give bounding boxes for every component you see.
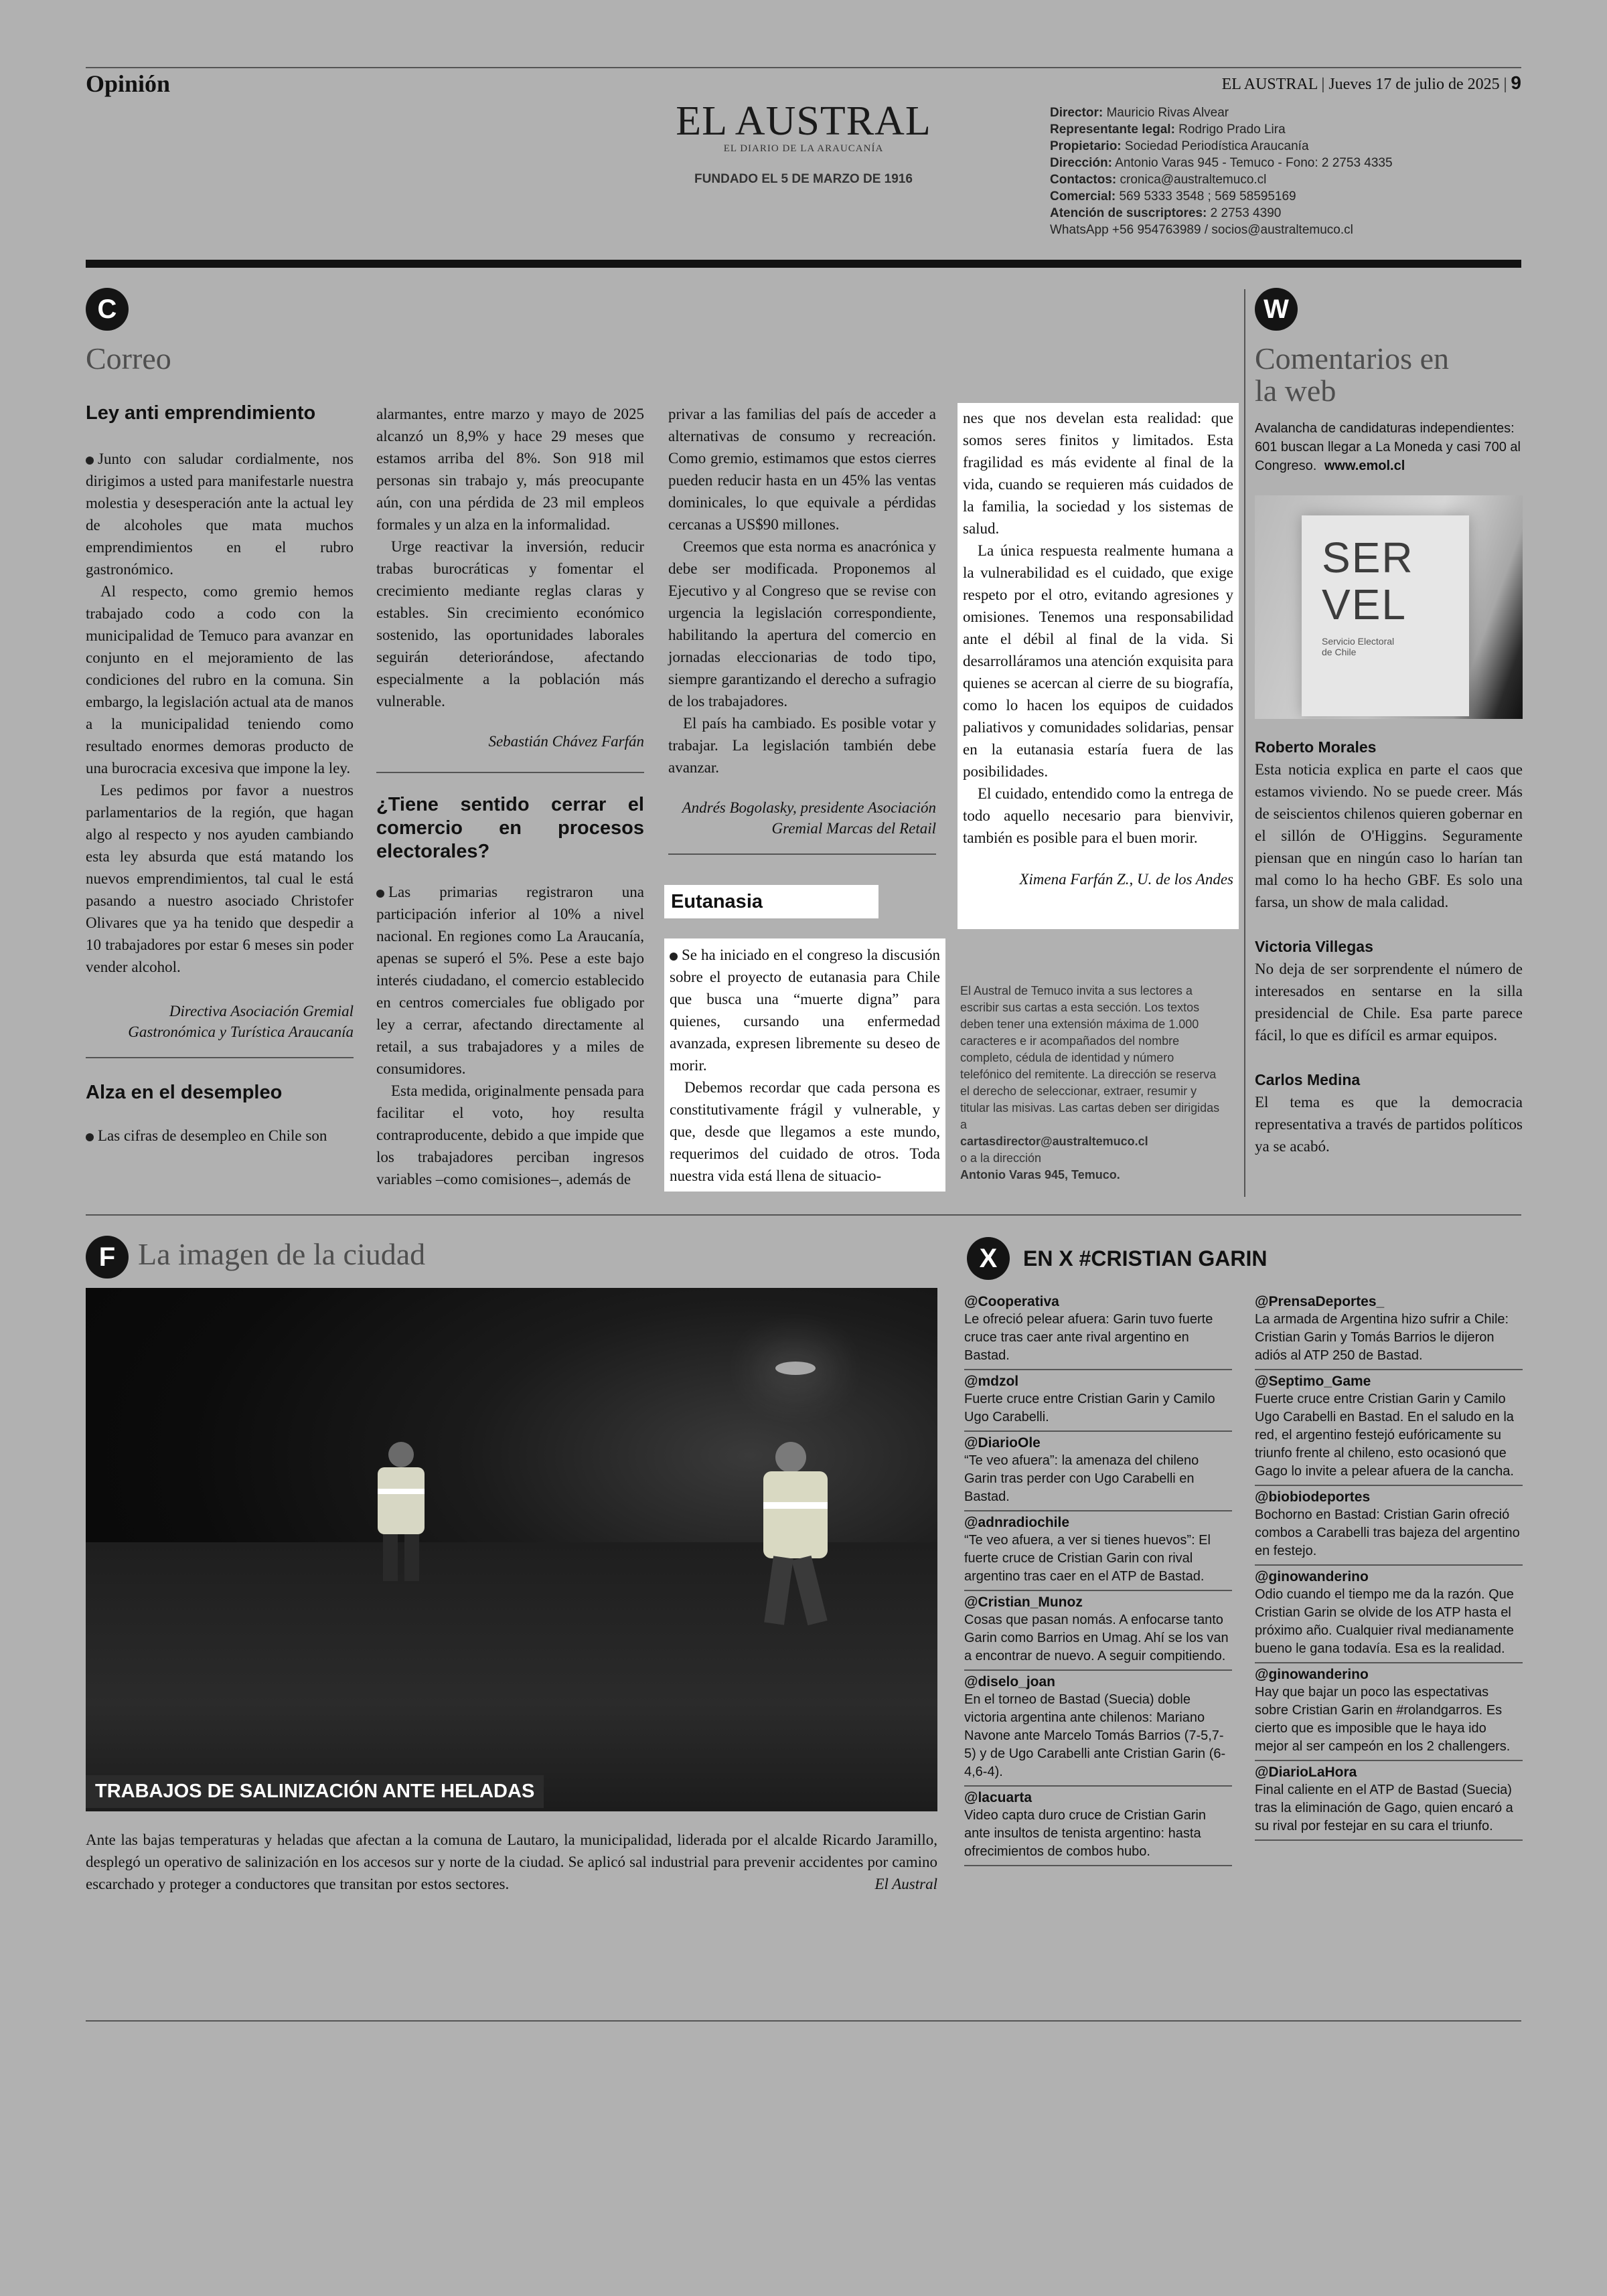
tweet [964, 1591, 1232, 1671]
tweet [1255, 1566, 1523, 1663]
correo-badge: C [86, 288, 129, 331]
credit-line [1050, 121, 1393, 138]
column-2 [376, 403, 644, 1190]
web-comment-author: Carlos Medina [1255, 1071, 1361, 1088]
credit-label: Dirección: [1050, 156, 1112, 170]
x-badge: X [967, 1237, 1010, 1280]
credit-value: Sociedad Periodística Araucanía [1121, 139, 1309, 153]
web-comment [1255, 1069, 1523, 1157]
tweet [1255, 1370, 1523, 1486]
web-comment-text: El tema es que la democracia representativa a través de partidos políticos ya se acabó. [1255, 1094, 1523, 1155]
city-photo [86, 1288, 937, 1811]
tweet-text: Fuerte cruce entre Cristian Garin y Camilo Ugo Carabelli en Bastad. En el saludo en la red, el argentino festejó eufóricamente su triunfo frente al chileno, esto ocasionó que Gago lo invite a pelear afuera de la cancha. [1255, 1392, 1514, 1479]
correo-title: Correo [86, 341, 171, 376]
x-right-column [1255, 1291, 1523, 1841]
tweet-text: Fuerte cruce entre Cristian Garin y Camilo Ugo Carabelli. [964, 1392, 1215, 1424]
servel-logo-line1: SER [1322, 534, 1414, 582]
letter3-p4: El país ha cambiado. Es posible votar y trabajar. La legislación también debe avanzar. [668, 715, 936, 776]
tweet-text: Odio cuando el tiempo me da la razón. Que Cristian Garin se olvide de los ATP hasta el próximo año. Cualquier rival medianamente bueno le gana todavía. Esa es la realidad. [1255, 1587, 1514, 1656]
city-credit: El Austral [874, 1876, 937, 1892]
tweet-user[interactable]: @DiarioLaHora [1255, 1765, 1357, 1780]
credits-box [1050, 104, 1393, 238]
notice-address: Antonio Varas 945, Temuco. [960, 1168, 1120, 1181]
credit-value: 569 5333 3548 ; 569 58595169 [1116, 189, 1296, 203]
tweet-user[interactable]: @ginowanderino [1255, 1569, 1369, 1584]
tweet-user[interactable]: @ginowanderino [1255, 1667, 1369, 1682]
tweet-user[interactable]: @biobiodeportes [1255, 1489, 1371, 1505]
street-lamp [775, 1362, 816, 1375]
letter2-signature: Sebastián Chávez Farfán [488, 733, 644, 750]
letter3-signature: Andrés Bogolasky, presidente Asociación Gremial Marcas del Retail [682, 799, 936, 837]
folio [1222, 72, 1521, 94]
web-site-link[interactable]: www.emol.cl [1324, 459, 1405, 473]
letter4-p2-start: Debemos recordar que cada persona es constitutivamente frágil y vulnerable, y que, desde que llegamos a este mundo, requerimos del cuidado de otros. Toda nuestra vida está llena de situacio- [670, 1079, 940, 1184]
x-title: EN X #CRISTIAN GARIN [1023, 1246, 1268, 1270]
web-comment-author: Victoria Villegas [1255, 938, 1373, 955]
credit-value: cronica@australtemuco.cl [1116, 173, 1267, 187]
letter2-p1-start: Las cifras de desempleo en Chile son [86, 1125, 354, 1147]
tweet [964, 1370, 1232, 1432]
letter4-p1: Se ha iniciado en el congreso la discusión sobre el proyecto de eutanasia para Chile que busca una “muerte digna” para quienes, cursando una enfermedad avanzada, expresen libremente su deseo de morir. [670, 947, 940, 1074]
notice-or: o a la dirección [960, 1151, 1042, 1165]
letter4-signature: Ximena Farfán Z., U. de los Andes [1019, 871, 1233, 888]
letter4-p2-cont: nes que nos develan esta realidad: que somos seres finitos y limitados. Esta fragilidad es más evidente al final de la vida, cuando se requieren más cuidados de la familia, la sociedad y los sistemas de salud. [963, 410, 1233, 537]
letter3-headline: ¿Tiene sentido cerrar el comercio en procesos electorales? [376, 794, 644, 862]
city-caption [86, 1829, 937, 1895]
credit-line [1050, 104, 1393, 121]
web-title: Comentarios en la web [1255, 341, 1449, 408]
letter1-p2: Al respecto, como gremio hemos trabajado codo a codo con la municipalidad de Temuco para avanzar en conjunto en el mejoramiento de las condiciones del rubro en la comuna. Sin embargo, la legislación actual ata de manos a la municipalidad teniendo como resultado enormes demoras producto de una burocracia excesiva que impone la ley. [86, 583, 354, 776]
web-comment [1255, 736, 1523, 913]
credit-line [1050, 222, 1393, 238]
tweet [1255, 1291, 1523, 1370]
credit-label: Representante legal: [1050, 122, 1175, 137]
tweet-user[interactable]: @lacuarta [964, 1790, 1032, 1805]
servel-caption: Servicio Electoral de Chile [1322, 636, 1395, 657]
letter3-p1: Las primarias registraron una participación inferior al 10% a nivel nacional. En regiones como La Araucanía, apenas se superó el 5%. Pese a este bajo interés ciudadano, el comercio establecido en centros comerciales fue obligado por ley a cerrar, afectando directamente al retail, a sus trabajadores y a miles de consumidores. [376, 884, 644, 1077]
photo-label: TRABAJOS DE SALINIZACIÓN ANTE HELADAS [86, 1775, 544, 1808]
letter4-headline: Eutanasia [671, 891, 763, 912]
tweet-text: Final caliente en el ATP de Bastad (Suecia) tras la eliminación de Gago, quien encaró a su rival por festejar en su cara el triunfo. [1255, 1783, 1513, 1833]
tweet [964, 1432, 1232, 1511]
notice-text: El Austral de Temuco invita a sus lectores a escribir sus cartas a esta sección. Los textos deben tener una extensión máxima de 1.000 caracteres e ir acompañados del nombre completo, cédula de identidad y número telefónico del remitente. La dirección se reserva el derecho de seleccionar, extraer, resumir y titular las misivas. Las cartas deben ser dirigidas a [960, 984, 1220, 1131]
tweet-user[interactable]: @mdzol [964, 1374, 1019, 1389]
tweet-text: En el torneo de Bastad (Suecia) doble victoria argentina ante chilenos: Mariano Navone ante Marcelo Tomás Barrios (7-5,7-5) y de Ugo Carabelli ante Cristian Garin (6-4,6-4). [964, 1692, 1226, 1779]
web-intro-text: Avalancha de candidaturas independientes: 601 buscan llegar a La Moneda y casi 700 al Congreso. [1255, 421, 1521, 473]
tweet [964, 1671, 1232, 1787]
credit-line [1050, 155, 1393, 171]
web-comment-text: Esta noticia explica en parte el caos que estamos viviendo. No se puede creer. Más de seiscientos chilenos quieren gobernar en el sillón de O'Higgins. Seguramente piensan que en ningún caso lo harían tan mal como lo ha hecho GBF. Es solo una farsa, un show de mala calidad. [1255, 761, 1523, 910]
bullet-icon [86, 1133, 94, 1141]
eutanasia-title-box [664, 885, 878, 918]
tweet [964, 1511, 1232, 1591]
eutanasia-col-a [664, 938, 945, 1192]
letter2-headline: Alza en el desempleo [86, 1082, 283, 1103]
masthead [670, 99, 937, 187]
web-comments [1255, 736, 1523, 1180]
tweet-text: Cosas que pasan nomás. A enfocarse tanto Garin como Barrios en Umag. Ahí se los van a encontrar de nuevo. A seguir compitiendo. [964, 1613, 1229, 1663]
credit-value: 2 2753 4390 [1207, 206, 1282, 220]
letter3-p2-cont: privar a las familias del país de acceder a alternativas de consumo y recreación. Como gremio, estimamos que estos cierres pueden reducir hasta en un 45% las ventas dominicales, lo que equivale a pérdidas cercanas a US$90 millones. [668, 406, 936, 533]
tweet-text: Le ofreció pelear afuera: Garin tuvo fuerte cruce tras caer ante rival argentino en Bastad. [964, 1312, 1213, 1363]
city-caption-text: Ante las bajas temperaturas y heladas que afectan a la comuna de Lautaro, la municipalidad, liderada por el alcalde Ricardo Jaramillo, desplegó un operativo de salinización en los accesos sur y norte de la ciudad. Se aplicó sal industrial para prevenir accidentes por camino escarchado y proteger a conductores que transitan por estos sectores. [86, 1831, 937, 1892]
page-number: 9 [1511, 72, 1521, 93]
web-comment-text: No deja de ser sorprendente el número de interesados en sentarse en la silla presidencial de Chile. Esa parte parece fácil, lo que es difícil es armar equipos. [1255, 961, 1523, 1044]
letter2-p1-cont: alarmantes, entre marzo y mayo de 2025 alcanzó un 8,9% y hace 29 meses que estamos arriba del 8%. Son 918 mil personas sin trabajo y, más preocupante aún, con una pérdida de 23 mil empleos formales y un alza en la informalidad. [376, 406, 644, 533]
column-1 [86, 402, 354, 1147]
letter3-p3: Creemos que esta norma es anacrónica y debe ser modificada. Proponemos al Ejecutivo y al Congreso que se revise con urgencia la legislación correspondiente, habilitando la apertura del comercio en jornadas eleccionarias de todo tipo, siempre garantizando el derecho a sufragio de los trabajadores. [668, 538, 936, 710]
tweet-user[interactable]: @Cooperativa [964, 1294, 1059, 1309]
credit-line [1050, 171, 1393, 188]
tweet [1255, 1663, 1523, 1761]
bullet-icon [86, 457, 94, 465]
tweet-text: Hay que bajar un poco las espectativas sobre Cristian Garin en #rolandgarros. Es cierto que es imposible que le haya ido mejor al ser campeón en los 2 challengers. [1255, 1685, 1511, 1754]
column-3 [668, 403, 936, 855]
tweet [1255, 1486, 1523, 1566]
tweet-user[interactable]: @PrensaDeportes_ [1255, 1294, 1385, 1309]
credit-value: Antonio Varas 945 - Temuco - Fono: 2 2753 4335 [1112, 156, 1393, 170]
tweet-user[interactable]: @Septimo_Game [1255, 1374, 1371, 1389]
worker-right [755, 1442, 836, 1629]
masthead-title: EL AUSTRAL [676, 98, 931, 144]
tweet-text: Bochorno en Bastad: Cristian Garin ofreció combos a Carabelli tras bajeza del argentino en festejo. [1255, 1507, 1520, 1558]
credit-label: Comercial: [1050, 189, 1116, 203]
notice-email: cartasdirector@australtemuco.cl [960, 1135, 1148, 1148]
servel-logo-line2: VEL [1322, 580, 1407, 629]
credit-value: WhatsApp +56 954763989 / socios@australtemuco.cl [1050, 223, 1353, 237]
letter2-p2: Urge reactivar la inversión, reducir trabas burocráticas y fomentar el crecimiento mediante reglas claras y estables. Sin crecimiento económico sostenido, las oportunidades laborales seguirán deteriorándose, afectando especialmente a la población más vulnerable. [376, 538, 644, 710]
credit-value: Mauricio Rivas Alvear [1103, 106, 1229, 120]
letter1-signature: Directiva Asociación Gremial Gastronómica y Turística Araucanía [128, 1003, 354, 1040]
tweet-text: La armada de Argentina hizo sufrir a Chile: Cristian Garin y Tomás Barrios le dijeron adiós al ATP 250 de Bastad. [1255, 1312, 1509, 1363]
tweet-user[interactable]: @DiarioOle [964, 1435, 1041, 1451]
worker-left [374, 1442, 427, 1576]
x-left-column [964, 1291, 1232, 1866]
credit-label: Director: [1050, 106, 1103, 120]
tweet-text: “Te veo afuera”: la amenaza del chileno Garin tras perder con Ugo Carabelli en Bastad. [964, 1453, 1199, 1504]
credit-label: Contactos: [1050, 173, 1117, 187]
tweet [1255, 1761, 1523, 1841]
city-badge: F [86, 1236, 129, 1279]
letter4-p4: El cuidado, entendido como la entrega de todo aquello necesario para bienvivir, también es posible para el buen morir. [963, 785, 1233, 846]
tweet-user[interactable]: @adnradiochile [964, 1515, 1070, 1530]
letter1-p1: Junto con saludar cordialmente, nos dirigimos a usted para manifestarle nuestra molestia y desesperación ante la actual ley de alcoholes que mata muchos emprendimientos en el rubro gastronómico. [86, 450, 354, 578]
credit-label: Propietario: [1050, 139, 1122, 153]
web-comment [1255, 936, 1523, 1046]
credit-value: Rodrigo Prado Lira [1174, 122, 1286, 137]
bullet-icon [376, 890, 384, 898]
tweet-user[interactable]: @Cristian_Munoz [964, 1594, 1083, 1610]
masthead-tagline: EL DIARIO DE LA ARAUCANÍA [723, 143, 884, 154]
letter1-p3: Les pedimos por favor a nuestros parlamentarios de la región, que hagan algo al respecto y nos ayuden cambiando esta ley absurda que está matando los nuevos emprendimientos, tal cual le está pasando a nuestro asociado Christofer Olivares que ya ha tenido que despedir a 10 trabajadores por estar 6 meses sin poder vender alcohol. [86, 782, 354, 975]
tweet-text: Video capta duro cruce de Cristian Garin ante insultos de tenista argentino: hasta ofrecimientos de combos hubo. [964, 1808, 1206, 1859]
eutanasia-col-b [958, 403, 1239, 929]
folio-text: EL AUSTRAL | Jueves 17 de julio de 2025 | [1221, 76, 1507, 93]
tweet-user[interactable]: @diselo_joan [964, 1674, 1056, 1690]
section-label: Opinión [86, 70, 171, 97]
bullet-icon [670, 953, 678, 961]
web-photo [1255, 495, 1523, 719]
letters-notice [960, 983, 1228, 1183]
tweet-text: “Te veo afuera, a ver si tienes huevos”: El fuerte cruce de Cristian Garin con rival argentino tras caer en el ATP de Bastad. [964, 1533, 1211, 1584]
letter3-p2-start: Esta medida, originalmente pensada para facilitar el voto, hoy resulta contraproducente, debido a que impide que los trabajadores perciban ingresos variables –como comisiones–, además de [376, 1082, 644, 1187]
credit-line [1050, 188, 1393, 205]
letter4-p3: La única respuesta realmente humana a la vulnerabilidad es el cuidado, que exige respeto por el otro, evitando agresiones y omisiones. Tenemos una responsabilidad ante el débil al final de la vida. Si desarrolláramos una atención exquisita para quienes se acercan al cierre de su biografía, como lo hacen los equipos de cuidados paliativos y comunidades solidarias, pensar en la eutanasia estaría fuera de las posibilidades. [963, 542, 1233, 780]
founded-line: FUNDADO EL 5 DE MARZO DE 1916 [694, 172, 913, 186]
credit-line [1050, 138, 1393, 155]
credit-line [1050, 205, 1393, 222]
city-title: La imagen de la ciudad [138, 1237, 426, 1271]
tweet [964, 1787, 1232, 1866]
letter1-headline: Ley anti emprendimiento [86, 402, 316, 424]
web-comment-author: Roberto Morales [1255, 738, 1377, 756]
web-badge: W [1255, 288, 1298, 331]
web-intro [1255, 419, 1523, 475]
tweet [964, 1291, 1232, 1370]
credit-label: Atención de suscriptores: [1050, 206, 1207, 220]
